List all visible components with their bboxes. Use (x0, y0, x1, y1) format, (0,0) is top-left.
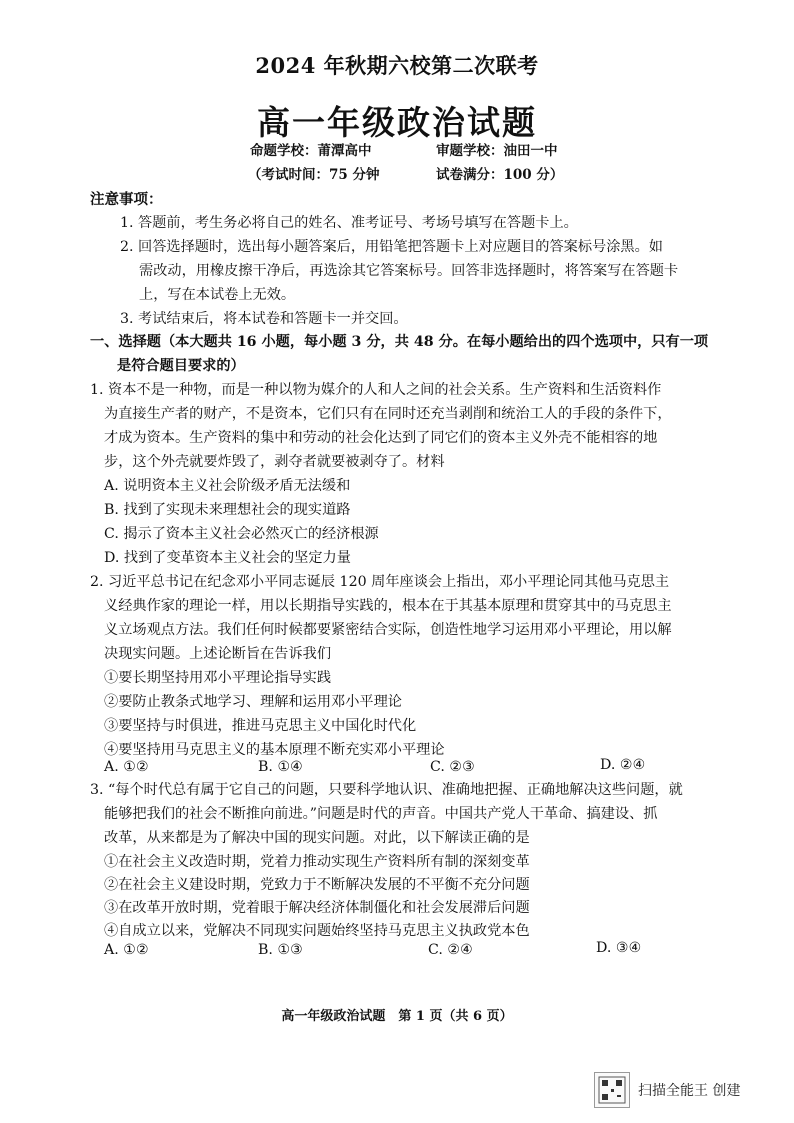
q1-option-b: B. 找到了实现未来理想社会的现实道路 (104, 502, 351, 518)
reviewer-school: 审题学校：油田一中 (436, 143, 558, 159)
q3-stem-line: 改革，从来都是为了解决中国的现实问题。对此，以下解读正确的是 (104, 830, 530, 846)
q3-option-a: A. ①② (104, 942, 149, 958)
watermark-text: 扫描全能王 创建 (638, 1083, 741, 1099)
full-score: 试卷满分：100 分） (436, 167, 564, 183)
q2-statement-2: ②要防止教条式地学习、理解和运用邓小平理论 (104, 694, 402, 710)
q1-stem-line: 1. 资本不是一种物，而是一种以物为媒介的人和人之间的社会关系。生产资料和生活资料作 (90, 382, 662, 398)
setter-school: 命题学校：莆潭高中 (250, 143, 372, 159)
q3-statement-2: ②在社会主义建设时期，党致力于不断解决发展的不平衡不充分问题 (104, 877, 530, 893)
q3-option-b: B. ①③ (258, 942, 303, 958)
page-footer: 高一年级政治试题 第 1 页（共 6 页） (281, 1009, 513, 1024)
q2-option-d: D. ②④ (600, 757, 646, 773)
section-heading: 一、选择题（本大题共 16 小题，每小题 3 分，共 48 分。在每小题给出的四个选项中，只有一项 (90, 334, 709, 350)
notice-heading: 注意事项： (90, 191, 163, 208)
q3-option-c: C. ②④ (428, 942, 473, 958)
section-heading-cont: 是符合题目要求的） (117, 358, 245, 374)
q1-stem-line: 步，这个外壳就要炸毁了，剥夺者就要被剥夺了。材料 (104, 454, 445, 470)
exam-title: 2024 年秋期六校第二次联考 (255, 53, 539, 78)
scanner-watermark (594, 1072, 740, 1108)
q1-option-a: A. 说明资本主义社会阶级矛盾无法缓和 (104, 478, 351, 494)
notice-item-1: 1. 答题前，考生务必将自己的姓名、准考证号、考场号填写在答题卡上。 (120, 215, 578, 231)
subject-title: 高一年级政治试题 (257, 103, 537, 142)
q3-statement-1: ①在社会主义改造时期，党着力推动实现生产资料所有制的深刻变革 (104, 854, 530, 870)
q1-stem-line: 才成为资本。生产资料的集中和劳动的社会化达到了同它们的资本主义外壳不能相容的地 (104, 430, 658, 446)
q3-statement-3: ③在改革开放时期，党着眼于解决经济体制僵化和社会发展滞后问题 (104, 900, 530, 916)
q2-stem-line: 义立场观点方法。我们任何时候都要紧密结合实际，创造性地学习运用邓小平理论，用以解 (104, 622, 672, 638)
notice-item-3: 3. 考试结束后，将本试卷和答题卡一并交回。 (120, 311, 408, 327)
q1-stem-line: 为直接生产者的财产，不是资本，它们只有在同时还充当剥削和统治工人的手段的条件下， (104, 406, 672, 422)
q3-stem-line: 能够把我们的社会不断推向前进。”问题是时代的声音。中国共产党人干革命、搞建设、抓 (104, 806, 658, 822)
q2-statement-1: ①要长期坚持用邓小平理论指导实践 (104, 670, 332, 686)
q3-stem-line: 3. “每个时代总有属于它自己的问题，只要科学地认识、准确地把握、正确地解决这些问题，就 (90, 782, 683, 798)
q2-statement-4: ④要坚持用马克思主义的基本原理不断充实邓小平理论 (104, 742, 445, 758)
q2-option-a: A. ①② (104, 759, 149, 775)
q1-option-d: D. 找到了变革资本主义社会的坚定力量 (104, 550, 351, 566)
q2-stem-line: 义经典作家的理论一样，用以长期指导实践的，根本在于其基本原理和贯穿其中的马克思主 (104, 598, 672, 614)
camscanner-logo-icon (594, 1072, 630, 1108)
notice-item-2-cont: 需改动，用橡皮擦干净后，再选涂其它答案标号。回答非选择题时，将答案写在答题卡 (139, 263, 679, 279)
q2-statement-3: ③要坚持与时俱进，推进马克思主义中国化时代化 (104, 718, 417, 734)
notice-item-2-cont2: 上，写在本试卷上无效。 (139, 287, 296, 303)
q2-option-b: B. ①④ (258, 759, 303, 775)
q2-option-c: C. ②③ (430, 759, 475, 775)
q1-option-c: C. 揭示了资本主义社会必然灭亡的经济根源 (104, 526, 379, 542)
notice-item-2: 2. 回答选择题时，选出每小题答案后，用铅笔把答题卡上对应题目的答案标号涂黑。如 (120, 239, 663, 255)
q3-statement-4: ④自成立以来，党解决不同现实问题始终坚持马克思主义执政党本色 (104, 923, 530, 939)
q3-option-d: D. ③④ (596, 940, 642, 956)
q2-stem-line: 2. 习近平总书记在纪念邓小平同志诞辰 120 周年座谈会上指出，邓小平理论同其他马克思主 (90, 574, 670, 590)
exam-time: （考试时间：75 分钟 (248, 167, 380, 183)
q2-stem-line: 决现实问题。上述论断旨在告诉我们 (104, 646, 332, 662)
